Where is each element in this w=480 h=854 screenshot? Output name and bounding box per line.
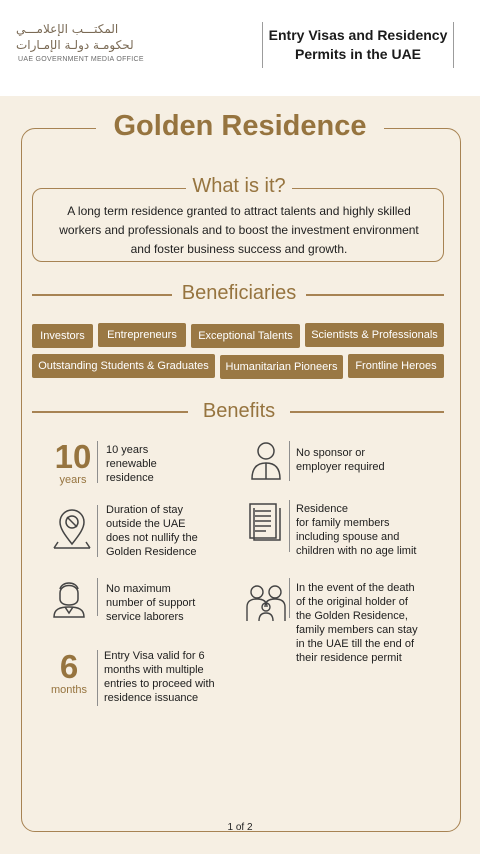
header-title-line2: Permits in the UAE [294, 46, 422, 62]
benefit-line: in the UAE till the end of [296, 638, 415, 650]
benefit-unit-months: months [50, 684, 88, 696]
benefit-line: No sponsor or [296, 447, 366, 459]
family-icon [246, 583, 286, 623]
uae-media-office-logo [16, 22, 146, 70]
location-off-icon [52, 508, 92, 550]
beneficiary-chip-frontline: Frontline Heroes [348, 354, 444, 378]
benefit-divider [289, 441, 290, 481]
benefit-line: family members can stay [296, 624, 418, 636]
document-icon [248, 502, 282, 542]
beneficiaries-rule-left [32, 294, 172, 296]
beneficiary-chip-scientists: Scientists & Professionals [305, 323, 444, 347]
logo-arabic-line2: لحكومـة دولـة الإمـارات [16, 38, 134, 52]
header-divider-right [453, 22, 454, 68]
benefit-divider [97, 441, 98, 483]
benefit-text-no-sponsor [296, 446, 446, 474]
header-divider-left [262, 22, 263, 68]
benefits-title: Benefits [202, 400, 276, 422]
benefit-text-entry-visa [104, 649, 244, 705]
what-text-line3: and foster business success and growth. [130, 242, 348, 256]
benefit-divider [97, 578, 98, 616]
benefit-divider [97, 505, 98, 557]
beneficiary-chip-humanitarian: Humanitarian Pioneers [220, 355, 343, 379]
benefit-line: number of support [106, 597, 196, 609]
benefit-line: Golden Residence [106, 546, 197, 558]
header-title-line1: Entry Visas and Residency [268, 27, 448, 43]
benefit-6-months-figure [44, 648, 94, 697]
benefit-line: Duration of stay [106, 504, 184, 516]
benefit-divider [289, 578, 290, 618]
benefit-line: children with no age limit [296, 545, 417, 557]
what-is-it-title: What is it? [192, 175, 286, 197]
benefit-text-duration [106, 503, 246, 559]
what-text-line1: A long term residence granted to attract talents and highly skilled [67, 204, 411, 218]
benefit-line: months with multiple [104, 664, 204, 676]
logo-english: UAE GOVERNMENT MEDIA OFFICE [18, 56, 144, 63]
benefit-text-family-residence [296, 502, 456, 558]
benefit-10-years-figure [48, 438, 98, 487]
benefit-line: including spouse and [296, 531, 400, 543]
benefit-text-renewable [106, 443, 236, 485]
what-is-it-text [40, 202, 438, 259]
logo-arabic-line1: المكتـــب الإعلامـــي [16, 22, 119, 36]
benefits-rule-left [32, 411, 188, 413]
benefit-line: No maximum [106, 583, 171, 595]
benefit-line: does not nullify the [106, 532, 198, 544]
benefit-text-death-holder [296, 581, 456, 665]
worker-icon [52, 577, 86, 619]
benefit-line: of the original holder of [296, 596, 408, 608]
beneficiary-chip-students: Outstanding Students & Graduates [32, 354, 215, 378]
benefit-line: the Golden Residence, [296, 610, 408, 622]
benefit-line: residence [106, 472, 154, 484]
header-title [264, 26, 452, 64]
benefit-line: their residence permit [296, 652, 402, 664]
person-icon [250, 439, 282, 481]
benefit-divider [289, 500, 290, 552]
beneficiary-chip-exceptional-talents: Exceptional Talents [191, 324, 300, 348]
benefit-number-10: 10 [54, 438, 92, 475]
page-indicator: 1 of 2 [227, 822, 253, 833]
header [0, 0, 480, 96]
benefit-text-laborers [106, 582, 236, 624]
benefit-line: for family members [296, 517, 390, 529]
benefits-rule-right [290, 411, 444, 413]
beneficiaries-rule-right [306, 294, 444, 296]
benefit-line: outside the UAE [106, 518, 186, 530]
benefit-divider [97, 650, 98, 706]
benefit-line: 10 years [106, 444, 149, 456]
benefit-line: Entry Visa valid for 6 [104, 650, 205, 662]
beneficiary-chip-entrepreneurs: Entrepreneurs [98, 323, 186, 347]
benefit-line: renewable [106, 458, 157, 470]
benefit-number-6: 6 [59, 648, 79, 685]
what-text-line2: workers and professionals and to boost the investment environment [59, 223, 419, 237]
benefit-line: In the event of the death [296, 582, 415, 594]
benefit-unit-years: years [59, 474, 87, 486]
benefit-line: service laborers [106, 611, 184, 623]
main-title: Golden Residence [113, 110, 367, 142]
benefit-line: entries to proceed with [104, 678, 215, 690]
benefit-line: employer required [296, 461, 385, 473]
beneficiary-chip-investors: Investors [32, 324, 93, 348]
benefit-line: Residence [296, 503, 348, 515]
beneficiaries-title: Beneficiaries [181, 282, 297, 304]
benefit-line: residence issuance [104, 692, 199, 704]
